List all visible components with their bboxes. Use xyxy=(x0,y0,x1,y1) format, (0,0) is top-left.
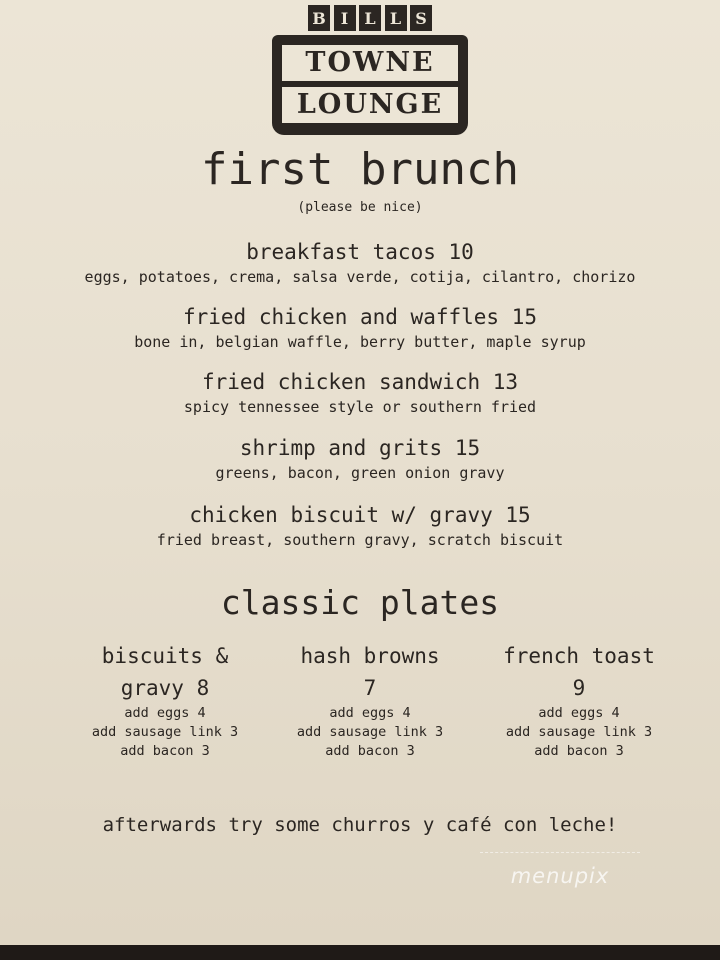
plate-addon: add bacon 3 xyxy=(325,743,415,759)
plate-name-line2: 9 xyxy=(572,676,586,700)
menu-item-desc: greens, bacon, green onion gravy xyxy=(215,464,505,482)
menu-item-name: fried chicken and waffles 15 xyxy=(182,305,537,329)
menu-item xyxy=(0,238,720,288)
logo-letter: L xyxy=(359,5,381,31)
logo-letter: I xyxy=(334,5,356,31)
plate-name-line1: biscuits & xyxy=(101,644,229,668)
menu-item xyxy=(0,434,720,484)
menupix-watermark: menupix xyxy=(480,852,640,901)
logo-plate xyxy=(272,35,468,135)
classic-plates-title: classic plates xyxy=(220,583,500,622)
menu-item-desc: bone in, belgian waffle, berry butter, maple syrup xyxy=(134,333,586,351)
bills-towne-lounge-logo xyxy=(272,5,468,137)
plate-addon: add bacon 3 xyxy=(120,743,210,759)
table-edge xyxy=(0,945,720,960)
logo-bills-row xyxy=(308,5,432,33)
plate-name-line1: hash browns xyxy=(300,644,440,668)
menu-item-desc: fried breast, southern gravy, scratch biscuit xyxy=(156,531,564,549)
menu-item-name: fried chicken sandwich 13 xyxy=(201,370,519,394)
plate-addon: add sausage link 3 xyxy=(505,724,653,740)
plate-name-line1: french toast xyxy=(503,644,655,668)
plate-addon: add bacon 3 xyxy=(534,743,624,759)
menu-item xyxy=(0,501,720,551)
menu-title: first brunch xyxy=(201,144,519,195)
menu-item-name: shrimp and grits 15 xyxy=(239,436,481,460)
plate-name-line2: gravy 8 xyxy=(120,676,210,700)
menu-item-name: breakfast tacos 10 xyxy=(246,240,474,264)
menu-subtitle: (please be nice) xyxy=(297,200,423,215)
plate-addon: add eggs 4 xyxy=(538,705,620,721)
plate-name-line2: 7 xyxy=(363,676,377,700)
logo-line-lounge: LOUNGE xyxy=(282,87,458,123)
plate-addon: add sausage link 3 xyxy=(296,724,444,740)
menu-item xyxy=(0,303,720,353)
plate-addon: add eggs 4 xyxy=(124,705,206,721)
classic-plate xyxy=(265,640,475,761)
plate-addon: add eggs 4 xyxy=(329,705,411,721)
menu-item-name: chicken biscuit w/ gravy 15 xyxy=(189,503,531,527)
logo-line-towne: TOWNE xyxy=(282,45,458,81)
footer-note: afterwards try some churros y café con leche! xyxy=(102,814,618,836)
plate-addon: add sausage link 3 xyxy=(91,724,239,740)
menu-item xyxy=(0,368,720,418)
menu-item-desc: spicy tennessee style or southern fried xyxy=(183,398,537,416)
menu-item-desc: eggs, potatoes, crema, salsa verde, cotija, cilantro, chorizo xyxy=(84,268,636,286)
logo-letter: L xyxy=(385,5,407,31)
logo-letter: S xyxy=(410,5,432,31)
classic-plate xyxy=(60,640,270,761)
logo-letter: B xyxy=(308,5,330,31)
classic-plate xyxy=(474,640,684,761)
